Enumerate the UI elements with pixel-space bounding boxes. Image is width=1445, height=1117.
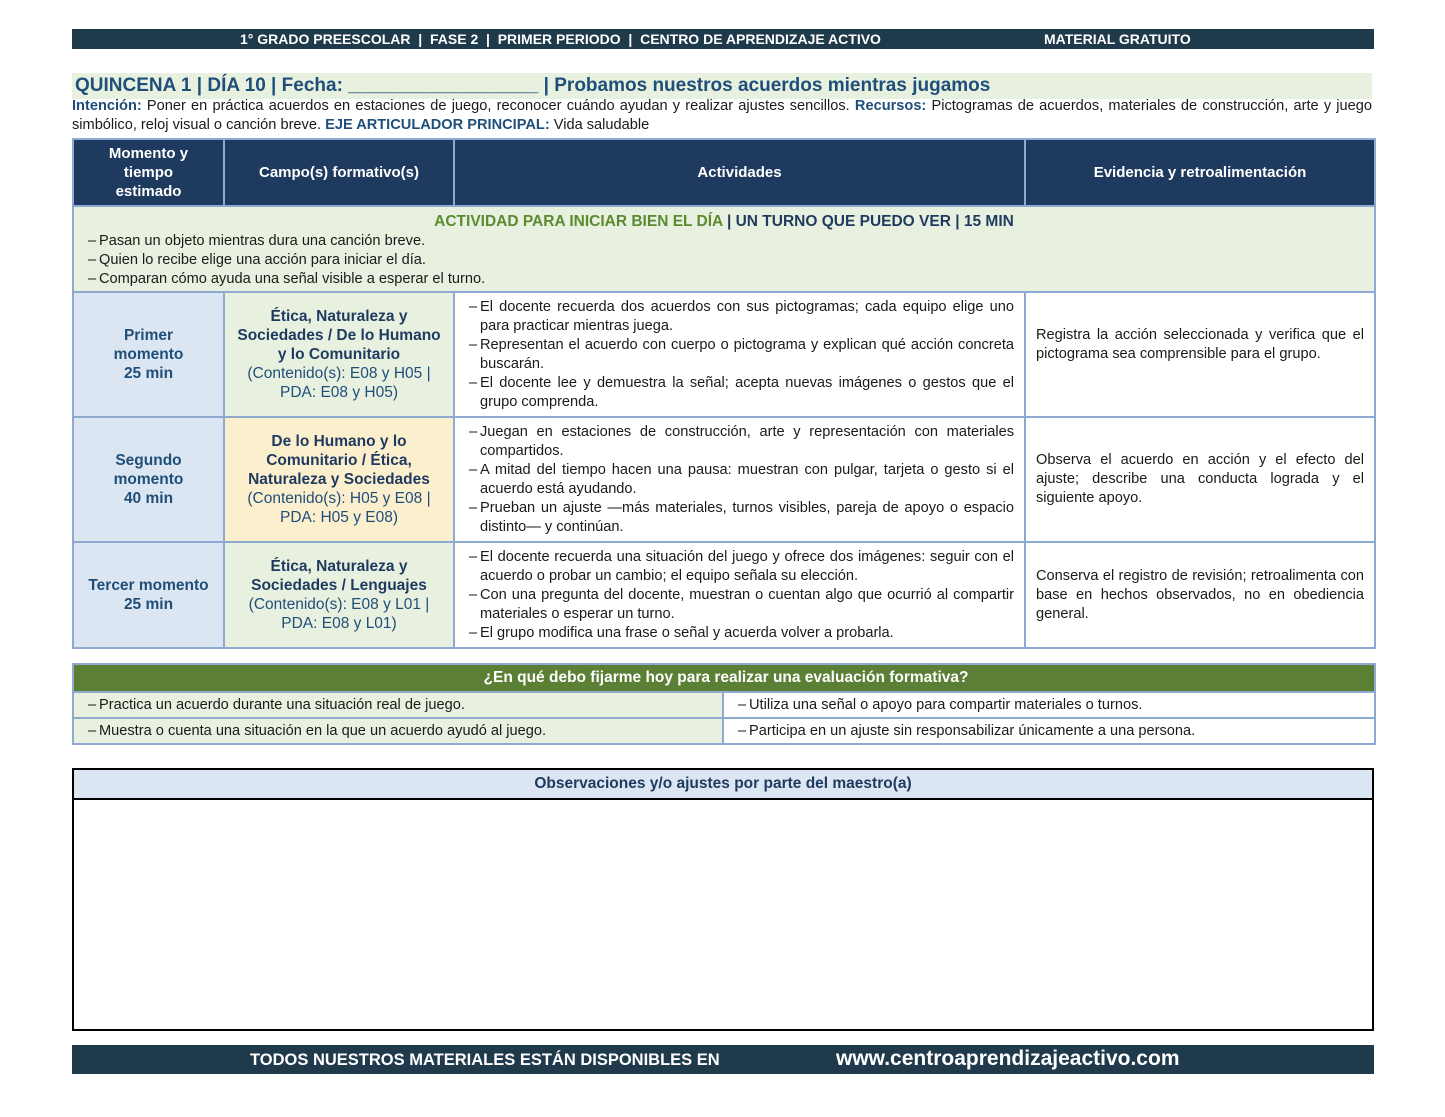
planning-table	[72, 138, 1376, 649]
actividades-cell	[454, 292, 1025, 417]
list-item: – Representan el acuerdo con cuerpo o pictograma y explican qué acción concreta buscarán.	[469, 337, 1014, 372]
header-momento: Momento y tiempo estimado	[73, 139, 224, 206]
recursos-text: Pictogramas de acuerdos, materiales de construcción, arte y juego simbólico, reloj visual o canción breve.	[72, 98, 1372, 133]
page-title: QUINCENA 1 | DÍA 10 | Fecha: __________________ | Probamos nuestros acuerdos mientras jugamos	[72, 73, 1372, 99]
intencion-text: Poner en práctica acuerdos en estaciones de juego, reconocer cuándo ayudan y realizar ajustes sencillos.	[146, 98, 850, 114]
list-item: – El docente recuerda una situación del juego y ofrece dos imágenes: seguir con el acuerdo o probar un cambio; el equipo señala su elección.	[469, 549, 1014, 584]
list-item: – Pasan un objeto mientras dura una canción breve.	[88, 233, 426, 249]
footer-text: TODOS NUESTROS MATERIALES ESTÁN DISPONIBLES EN	[250, 1051, 720, 1069]
eje-label: EJE ARTICULADOR PRINCIPAL:	[325, 117, 550, 133]
eje-text: Vida saludable	[553, 117, 650, 133]
table-header-row	[73, 139, 1375, 206]
list-item: – El docente recuerda dos acuerdos con sus pictogramas; cada equipo elige uno para practicar mientras juega.	[469, 299, 1014, 334]
list-item: – El grupo modifica una frase o señal y acuerda volver a probarla.	[469, 625, 894, 641]
campo-cell: De lo Humano y lo Comunitario / Ética, Naturaleza y Sociedades (Contenido(s): H05 y E08 | PDA: H05 y E08)	[224, 417, 454, 542]
table-row	[73, 417, 1375, 542]
list-item: – Quien lo recibe elige una acción para iniciar el día.	[88, 252, 426, 268]
header-campo: Campo(s) formativo(s)	[224, 139, 454, 206]
moment-cell: Segundo momento 40 min	[73, 417, 224, 542]
list-item: – Con una pregunta del docente, muestran o cuentan algo que ocurrió al compartir materiales o esperar un turno.	[469, 587, 1014, 622]
table-row	[73, 542, 1375, 648]
footer-bar	[72, 1045, 1374, 1074]
header-free-material: MATERIAL GRATUITO	[1044, 31, 1191, 47]
footer-url-link[interactable]: www.centroaprendizajeactivo.com	[836, 1047, 1180, 1070]
campo-cell: Ética, Naturaleza y Sociedades / De lo Humano y lo Comunitario (Contenido(s): E08 y H05 | PDA: E08 y H05)	[224, 292, 454, 417]
observations-box	[72, 768, 1374, 1031]
list-item: – Prueban un ajuste —más materiales, turnos visibles, pareja de apoyo o espacio distinto— y continúan.	[469, 500, 1014, 535]
recursos-label: Recursos:	[854, 98, 927, 114]
list-item: – Comparan cómo ayuda una señal visible a esperar el turno.	[88, 271, 486, 287]
moment-cell: Primer momento 25 min	[73, 292, 224, 417]
observations-writing-area[interactable]	[74, 800, 1372, 1029]
header-course-info: 1° GRADO PREESCOLAR | FASE 2 | PRIMER PERIODO | CENTRO DE APRENDIZAJE ACTIVO	[240, 31, 881, 47]
moment-cell: Tercer momento 25 min	[73, 542, 224, 648]
starter-activity	[73, 206, 1375, 292]
evidencia-cell: Conserva el registro de revisión; retroalimenta con base en hechos observados, no en obediencia general.	[1025, 542, 1375, 648]
starter-title: ACTIVIDAD PARA INICIAR BIEN EL DÍA | UN TURNO QUE PUEDO VER | 15 MIN	[434, 213, 1014, 230]
evaluation-item: – Practica un acuerdo durante una situación real de juego.	[73, 692, 723, 718]
table-row	[73, 292, 1375, 417]
intro-paragraph	[72, 97, 1372, 135]
evaluation-item: – Muestra o cuenta una situación en la que un acuerdo ayudó al juego.	[73, 718, 723, 744]
evaluation-item: – Utiliza una señal o apoyo para compartir materiales o turnos.	[723, 692, 1375, 718]
list-item: – Juegan en estaciones de construcción, arte y representación con materiales compartidos.	[469, 424, 1014, 459]
intencion-label: Intención:	[72, 98, 142, 114]
evidencia-cell: Observa el acuerdo en acción y el efecto del ajuste; describe una conducta lograda y el siguiente apoyo.	[1025, 417, 1375, 542]
starter-row	[73, 206, 1375, 292]
actividades-cell	[454, 542, 1025, 648]
list-item: – A mitad del tiempo hacen una pausa: muestran con pulgar, tarjeta o gesto si el acuerdo está ayudando.	[469, 462, 1014, 497]
evaluation-item: – Participa en un ajuste sin responsabilizar únicamente a una persona.	[723, 718, 1375, 744]
evidencia-cell: Registra la acción seleccionada y verifica que el pictograma sea comprensible para el grupo.	[1025, 292, 1375, 417]
list-item: – El docente lee y demuestra la señal; acepta nuevas imágenes o gestos que el grupo comprenda.	[469, 375, 1014, 410]
campo-cell: Ética, Naturaleza y Sociedades / Lenguajes (Contenido(s): E08 y L01 | PDA: E08 y L01)	[224, 542, 454, 648]
header-evidencia: Evidencia y retroalimentación	[1025, 139, 1375, 206]
formative-evaluation-table	[72, 663, 1376, 745]
top-header-bar	[72, 29, 1374, 49]
header-actividades: Actividades	[454, 139, 1025, 206]
evaluation-title: ¿En qué debo fijarme hoy para realizar una evaluación formativa?	[73, 664, 1375, 692]
actividades-cell	[454, 417, 1025, 542]
observations-title: Observaciones y/o ajustes por parte del maestro(a)	[74, 770, 1372, 800]
